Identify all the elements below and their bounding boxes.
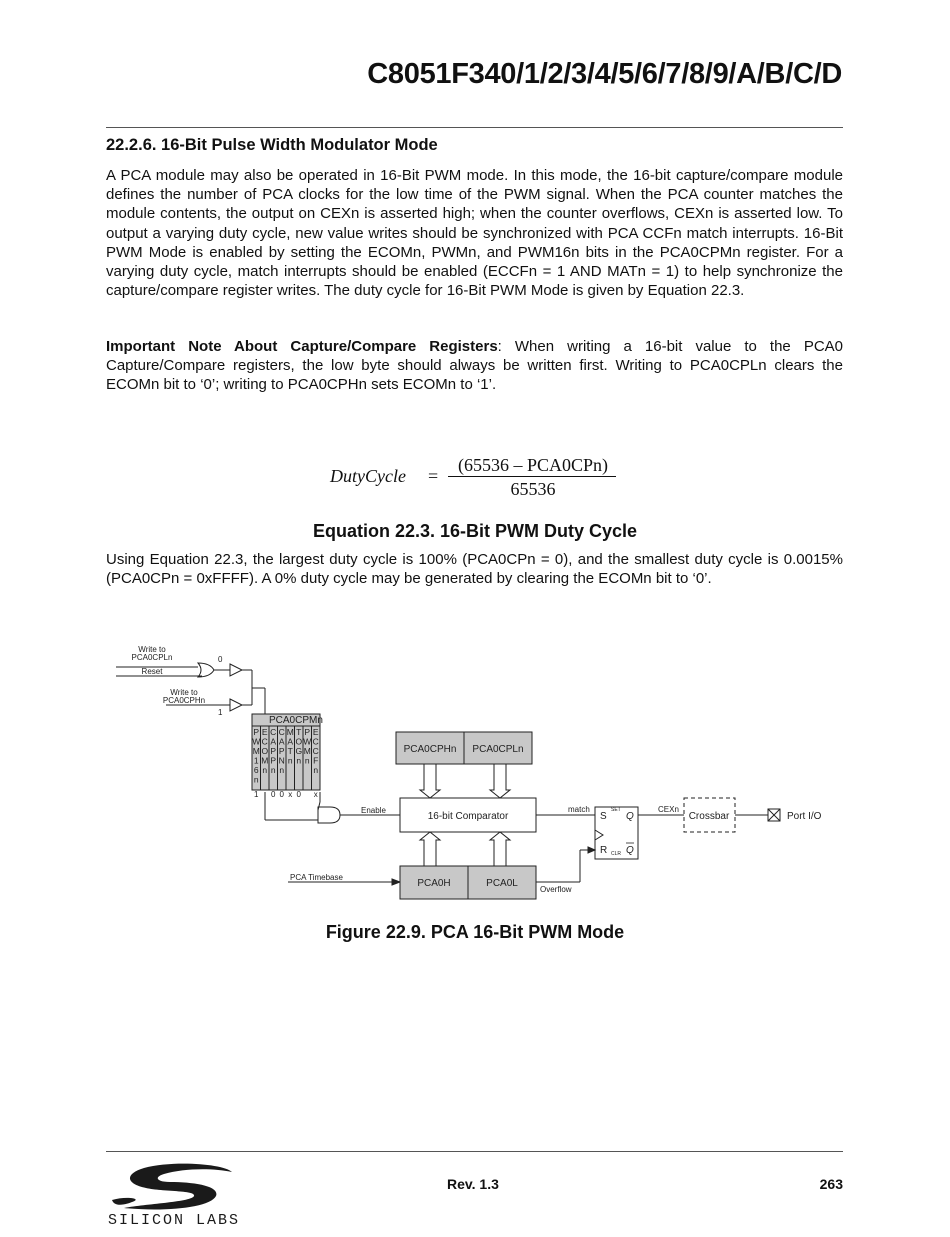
register-bit-name: n	[270, 765, 276, 775]
pca0l-label: PCA0L	[486, 878, 518, 889]
register-bit-name: F	[313, 755, 319, 766]
equation-caption: Equation 22.3. 16-Bit PWM Duty Cycle	[312, 521, 638, 541]
page-number: 263	[819, 1176, 843, 1192]
register-bit-name: 1	[253, 755, 259, 766]
section-heading: 22.2.6. 16-Bit Pulse Width Modulator Mode	[106, 136, 438, 154]
register-bit-name: n	[253, 774, 259, 785]
register-bit-name: M	[252, 746, 260, 756]
pca-16bit-pwm-diagram	[0, 640, 950, 920]
paragraph-pwm-description: A PCA module may also be operated in 16-Bit PWM mode. In this mode, the 16-bit capture/compare module defines the number of PCA clocks for the low time of the PWM signal. When the PCA counter matches the module contents, the output on CEXn is asserted high; when the counter overflows, CEXn is asserted low. To output a varying duty cycle, new value writes should be synchronized with PCA CCFn match interrupts. 16-Bit PWM Mode is enabled by setting the ECOMn, PWMn, and PWM16n bits in the PCA0CPMn register. For a varying duty cycle, match interrupts should be enabled (ECCFn = 1 AND MATn = 1) to help synchronize the capture/compare register writes. The duty cycle for 16-Bit PWM Mode is given by Equation 22.3.	[106, 167, 843, 300]
register-bit-value: x	[313, 790, 318, 799]
reset-label: Reset	[141, 667, 163, 676]
register-bit-name: A	[287, 736, 294, 747]
footer-rule	[106, 1151, 843, 1152]
write-cph-reg-label: PCA0CPHn	[162, 696, 206, 705]
figure-caption: Figure 22.9. PCA 16-Bit PWM Mode	[325, 922, 625, 942]
set-label: SET	[611, 807, 621, 813]
register-bit-value: 0	[296, 790, 301, 799]
register-bit-name: G	[295, 746, 303, 756]
register-bit-name: M	[303, 746, 311, 756]
logo-text: SILICON LABS	[107, 1212, 241, 1229]
register-bit-name: P	[270, 746, 277, 756]
fraction-bar	[448, 476, 616, 477]
register-bit-name: W	[303, 736, 312, 747]
paragraph-important-note	[106, 337, 843, 395]
register-bit-value: 1	[254, 790, 259, 799]
ff-s-label: S	[600, 811, 607, 822]
register-bit-name: P	[270, 755, 277, 766]
mux-zero-label: 0	[218, 655, 223, 664]
register-bit-name: A	[278, 736, 285, 747]
crossbar-label: Crossbar	[688, 811, 730, 822]
port-io-label: Port I/O	[787, 811, 822, 822]
register-bit-name: P	[304, 727, 311, 737]
register-bit-name: E	[312, 727, 319, 737]
register-bit-name: C	[270, 727, 277, 737]
pca0h-label: PCA0H	[417, 878, 451, 889]
register-bit-name: n	[262, 765, 268, 775]
register-bit-name: W	[252, 736, 261, 747]
register-bit-name: E	[261, 727, 268, 737]
register-bit-name: C	[312, 736, 319, 747]
comparator-label: 16-bit Comparator	[427, 811, 509, 822]
register-bit-name: n	[296, 755, 302, 766]
register-bit-name: N	[278, 755, 285, 766]
pca-timebase-label: PCA Timebase	[290, 873, 343, 882]
register-bit-value: 0	[279, 790, 284, 799]
register-bit-value: 0	[271, 790, 276, 799]
register-bit-name: C	[261, 736, 268, 747]
register-bit-value: x	[288, 790, 293, 799]
match-label: match	[568, 805, 590, 814]
paragraph-duty-cycle-range: Using Equation 22.3, the largest duty cycle is 100% (PCA0CPn = 0), and the smallest duty cycle is 0.0015% (PCA0CPn = 0xFFFF). A 0% duty cycle may be generated by clearing the ECOMn bit to ‘0’.	[106, 551, 843, 588]
equation-lhs: DutyCycle	[330, 466, 406, 486]
register-bit-name: n	[287, 755, 293, 766]
pca0cpln-box-label: PCA0CPLn	[472, 744, 524, 755]
register-bit-name: n	[304, 755, 310, 766]
register-bit-name: P	[253, 727, 260, 737]
register-bit-name: M	[286, 727, 294, 737]
note-text: : When writing a 16-bit value to the PCA0 Capture/Compare registers, the low byte should always be written first. Writing to PCA0CPLn clears the ECOMn bit to ‘0’; writing to PCA0CPHn sets ECOMn to ‘1’.	[106, 338, 843, 394]
pca0cphn-box-label: PCA0CPHn	[403, 744, 457, 755]
write-cpl-reg-label: PCA0CPLn	[131, 653, 173, 662]
equation-equals: =	[428, 466, 439, 486]
write-cpl-label: Write to	[138, 645, 166, 654]
register-bit-name: 6	[253, 765, 259, 775]
header-rule	[106, 127, 843, 128]
register-bit-name: T	[287, 746, 293, 756]
silicon-labs-logo	[104, 1160, 244, 1230]
register-bit-name: O	[295, 736, 303, 747]
equation-numerator: (65536 – PCA0CPn)	[457, 455, 609, 475]
cexn-label: CEXn	[658, 805, 679, 814]
register-bit-name: C	[278, 727, 285, 737]
register-bit-name: n	[279, 765, 285, 775]
duty-cycle-equation	[0, 452, 950, 512]
enable-label: Enable	[361, 806, 386, 815]
register-bit-name: T	[296, 727, 302, 737]
register-name: PCA0CPMn	[269, 715, 323, 726]
register-bit-name: n	[313, 765, 319, 775]
equation-denominator: 65536	[510, 479, 556, 499]
ff-qbar-label: Q	[626, 845, 634, 856]
clr-label: CLR	[611, 851, 622, 857]
note-label: Important Note About Capture/Compare Registers	[106, 338, 498, 355]
register-bit-name: M	[261, 755, 269, 766]
mux-one-label: 1	[218, 708, 223, 717]
write-cph-label: Write to	[170, 688, 198, 697]
register-bit-name: O	[261, 746, 269, 756]
ff-r-label: R	[600, 845, 608, 856]
revision-label: Rev. 1.3	[447, 1176, 499, 1192]
register-bit-name: C	[312, 746, 319, 756]
silicon-labs-logo-mark	[124, 1164, 232, 1210]
ff-q-label: Q	[626, 811, 634, 822]
register-bit-name: A	[270, 736, 277, 747]
document-title: C8051F340/1/2/3/4/5/6/7/8/9/A/B/C/D	[367, 58, 842, 90]
overflow-label: Overflow	[540, 885, 572, 894]
register-bit-name: P	[278, 746, 285, 756]
